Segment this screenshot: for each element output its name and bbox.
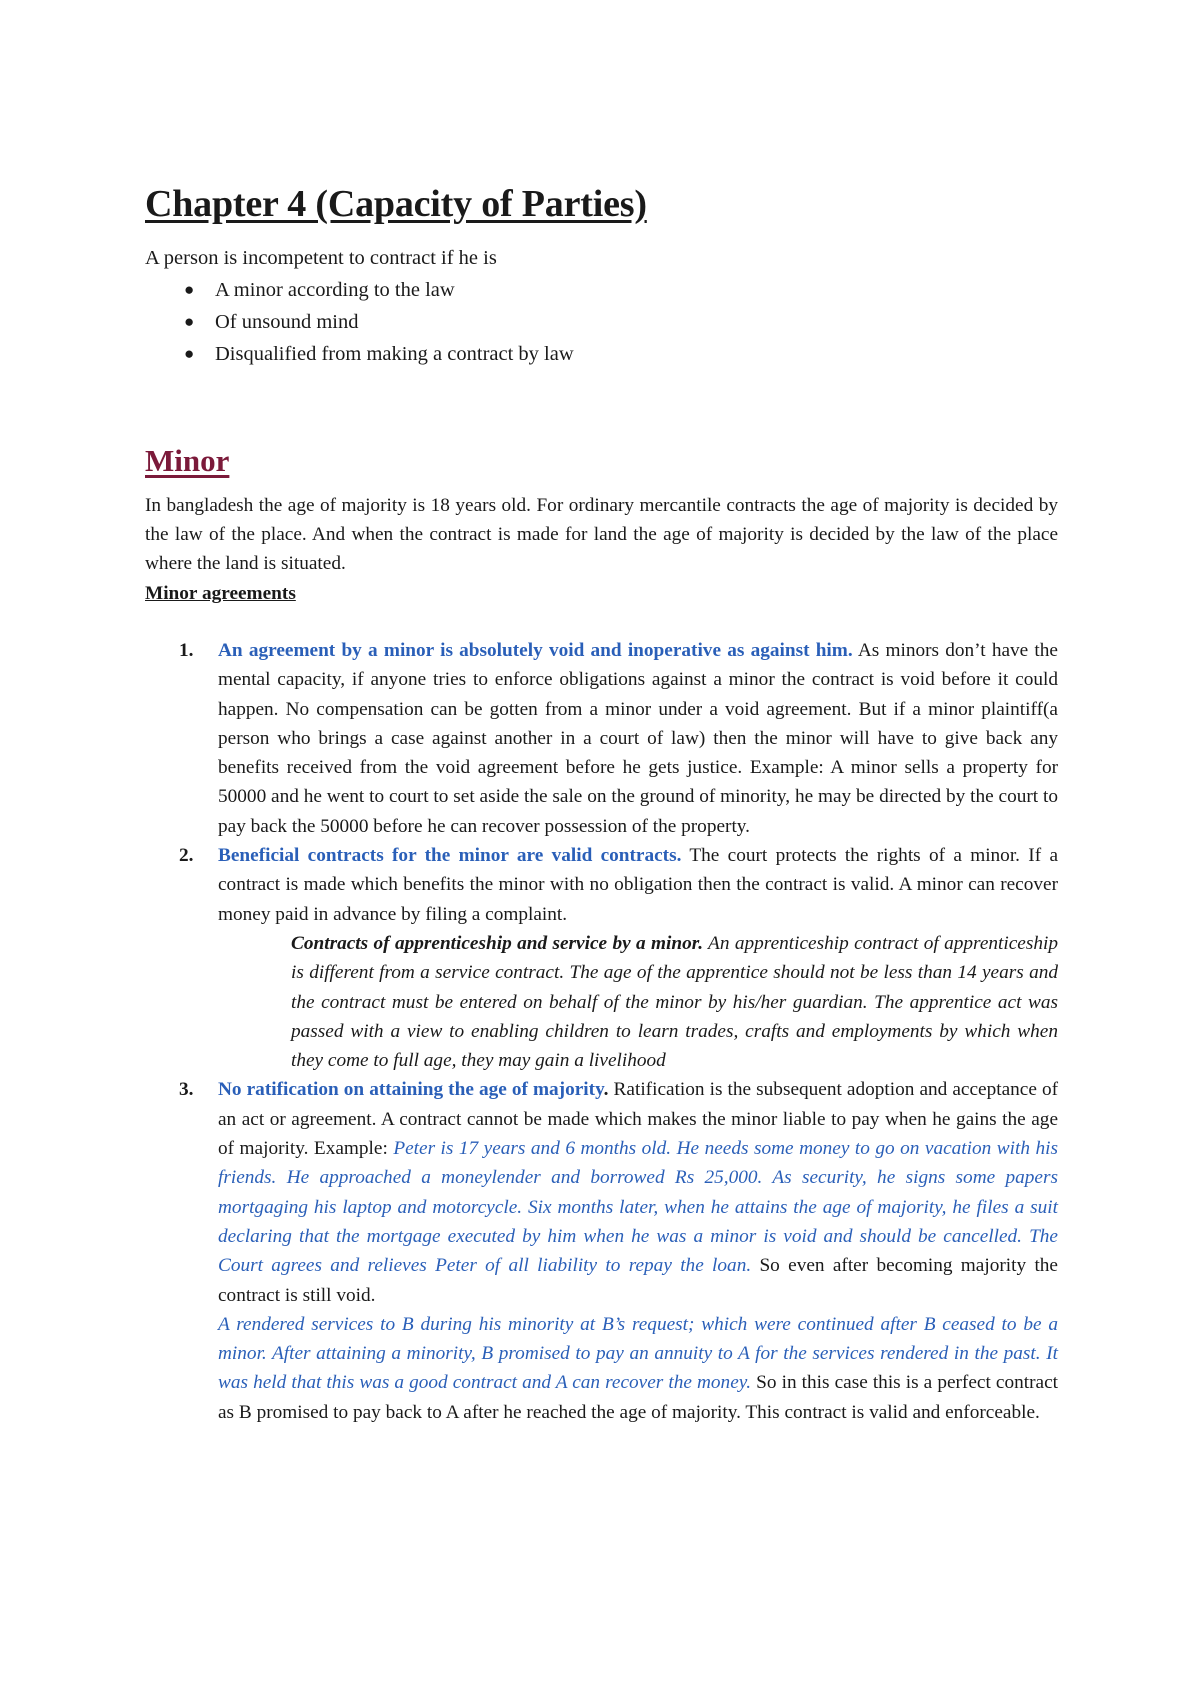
note-lead: Contracts of apprenticeship and service by a minor. [291, 932, 704, 954]
item-number: 1. [179, 639, 194, 661]
example-services: A rendered services to B during his minority at B’s request; which were continued after B ceased to be a minor. After attaining a minority, B promised to pay an annuity to A for the services rendered in the past. It was held that this was a good contract and A can recover the money. [218, 1313, 1058, 1394]
list-item [179, 1075, 1059, 1427]
incompetence-list [145, 274, 1058, 370]
example-peter: Peter is 17 years and 6 months old. He needs some money to go on vacation with his friends. He approached a moneylender and borrowed Rs 25,000. As security, he signs some papers mortgaging his laptop and motorcycle. Six months later, when he attains the age of majority, he files a suit declaring that the mortgage executed by him when he was a minor is void and should be cancelled. The Court agrees and relieves Peter of all liability to repay the loan. [218, 1138, 1058, 1277]
apprenticeship-note [291, 929, 1058, 1075]
list-item-text: Of unsound mind [215, 310, 359, 333]
list-item [184, 274, 1058, 306]
section-paragraph: In bangladesh the age of majority is 18 years old. For ordinary mercantile contracts the age of majority is decided by the law of the place. And when the contract is made for land the age of majority is decided by the law of the place where the land is situated. [145, 494, 1058, 575]
bullet-icon: ● [184, 343, 195, 363]
item-number: 2. [179, 845, 194, 867]
item-heading: No ratification on attaining the age of majority [218, 1079, 604, 1101]
example-conclusion: So even after becoming majority the contract is still void. [218, 1255, 1058, 1306]
section-heading-minor: Minor [145, 442, 230, 478]
list-item [184, 306, 1058, 338]
list-item [179, 841, 1058, 1075]
subheading-minor-agreements: Minor agreements [145, 582, 296, 604]
bullet-icon: ● [184, 279, 195, 299]
agreements-list [145, 636, 1058, 1427]
item-body: The court protects the rights of a minor. If a contract is made which benefits the minor with no obligation then the contract is valid. A minor can recover money paid in advance by filing a complaint. [218, 845, 1058, 925]
item-body: Ratification is the subsequent adoption and acceptance of an act or agreement. A contract cannot be made which makes the minor liable to pay when he gains the age of majority. Example: [218, 1079, 1059, 1160]
item-body: As minors don’t have the mental capacity, if anyone tries to enforce obligations against a minor the contract is void before it could happen. No compensation can be gotten from a minor under a void agreement. But if a minor plaintiff(a person who brings a case against another in a court of law) then the minor will have to give back any benefits received from the void agreement before he gets justice. Example: A minor sells a property for 50000 and he went to court to set aside the sale on the ground of minority, he may be directed by the court to pay back the 50000 before he can recover possession of the property. [218, 639, 1058, 837]
example-conclusion: So in this case this is a perfect contract as B promised to pay back to A after he reached the age of majority. This contract is valid and enforceable. [218, 1372, 1058, 1423]
intro-text: A person is incompetent to contract if he is [145, 246, 497, 269]
bullet-icon: ● [184, 311, 195, 331]
item-heading-tail: . [603, 1079, 609, 1101]
list-item [184, 338, 1058, 370]
example-second-block [218, 1310, 1058, 1427]
list-item-text: Disqualified from making a contract by law [215, 342, 574, 365]
list-item [179, 636, 1058, 841]
item-heading: Beneficial contracts for the minor are valid contracts. [218, 845, 682, 867]
item-heading: An agreement by a minor is absolutely void and inoperative as against him. [218, 639, 853, 661]
item-number: 3. [179, 1079, 194, 1101]
list-item-text: A minor according to the law [215, 278, 455, 301]
chapter-title: Chapter 4 (Capacity of Parties) [145, 183, 647, 225]
note-body: An apprenticeship contract of apprenticeship is different from a service contract. The age of the apprentice should not be less than 14 years and the contract must be entered on behalf of the minor by his/her guardian. The apprentice act was passed with a view to enabling children to learn trades, crafts and employments by which when they come to full age, they may gain a livelihood [291, 932, 1058, 1072]
